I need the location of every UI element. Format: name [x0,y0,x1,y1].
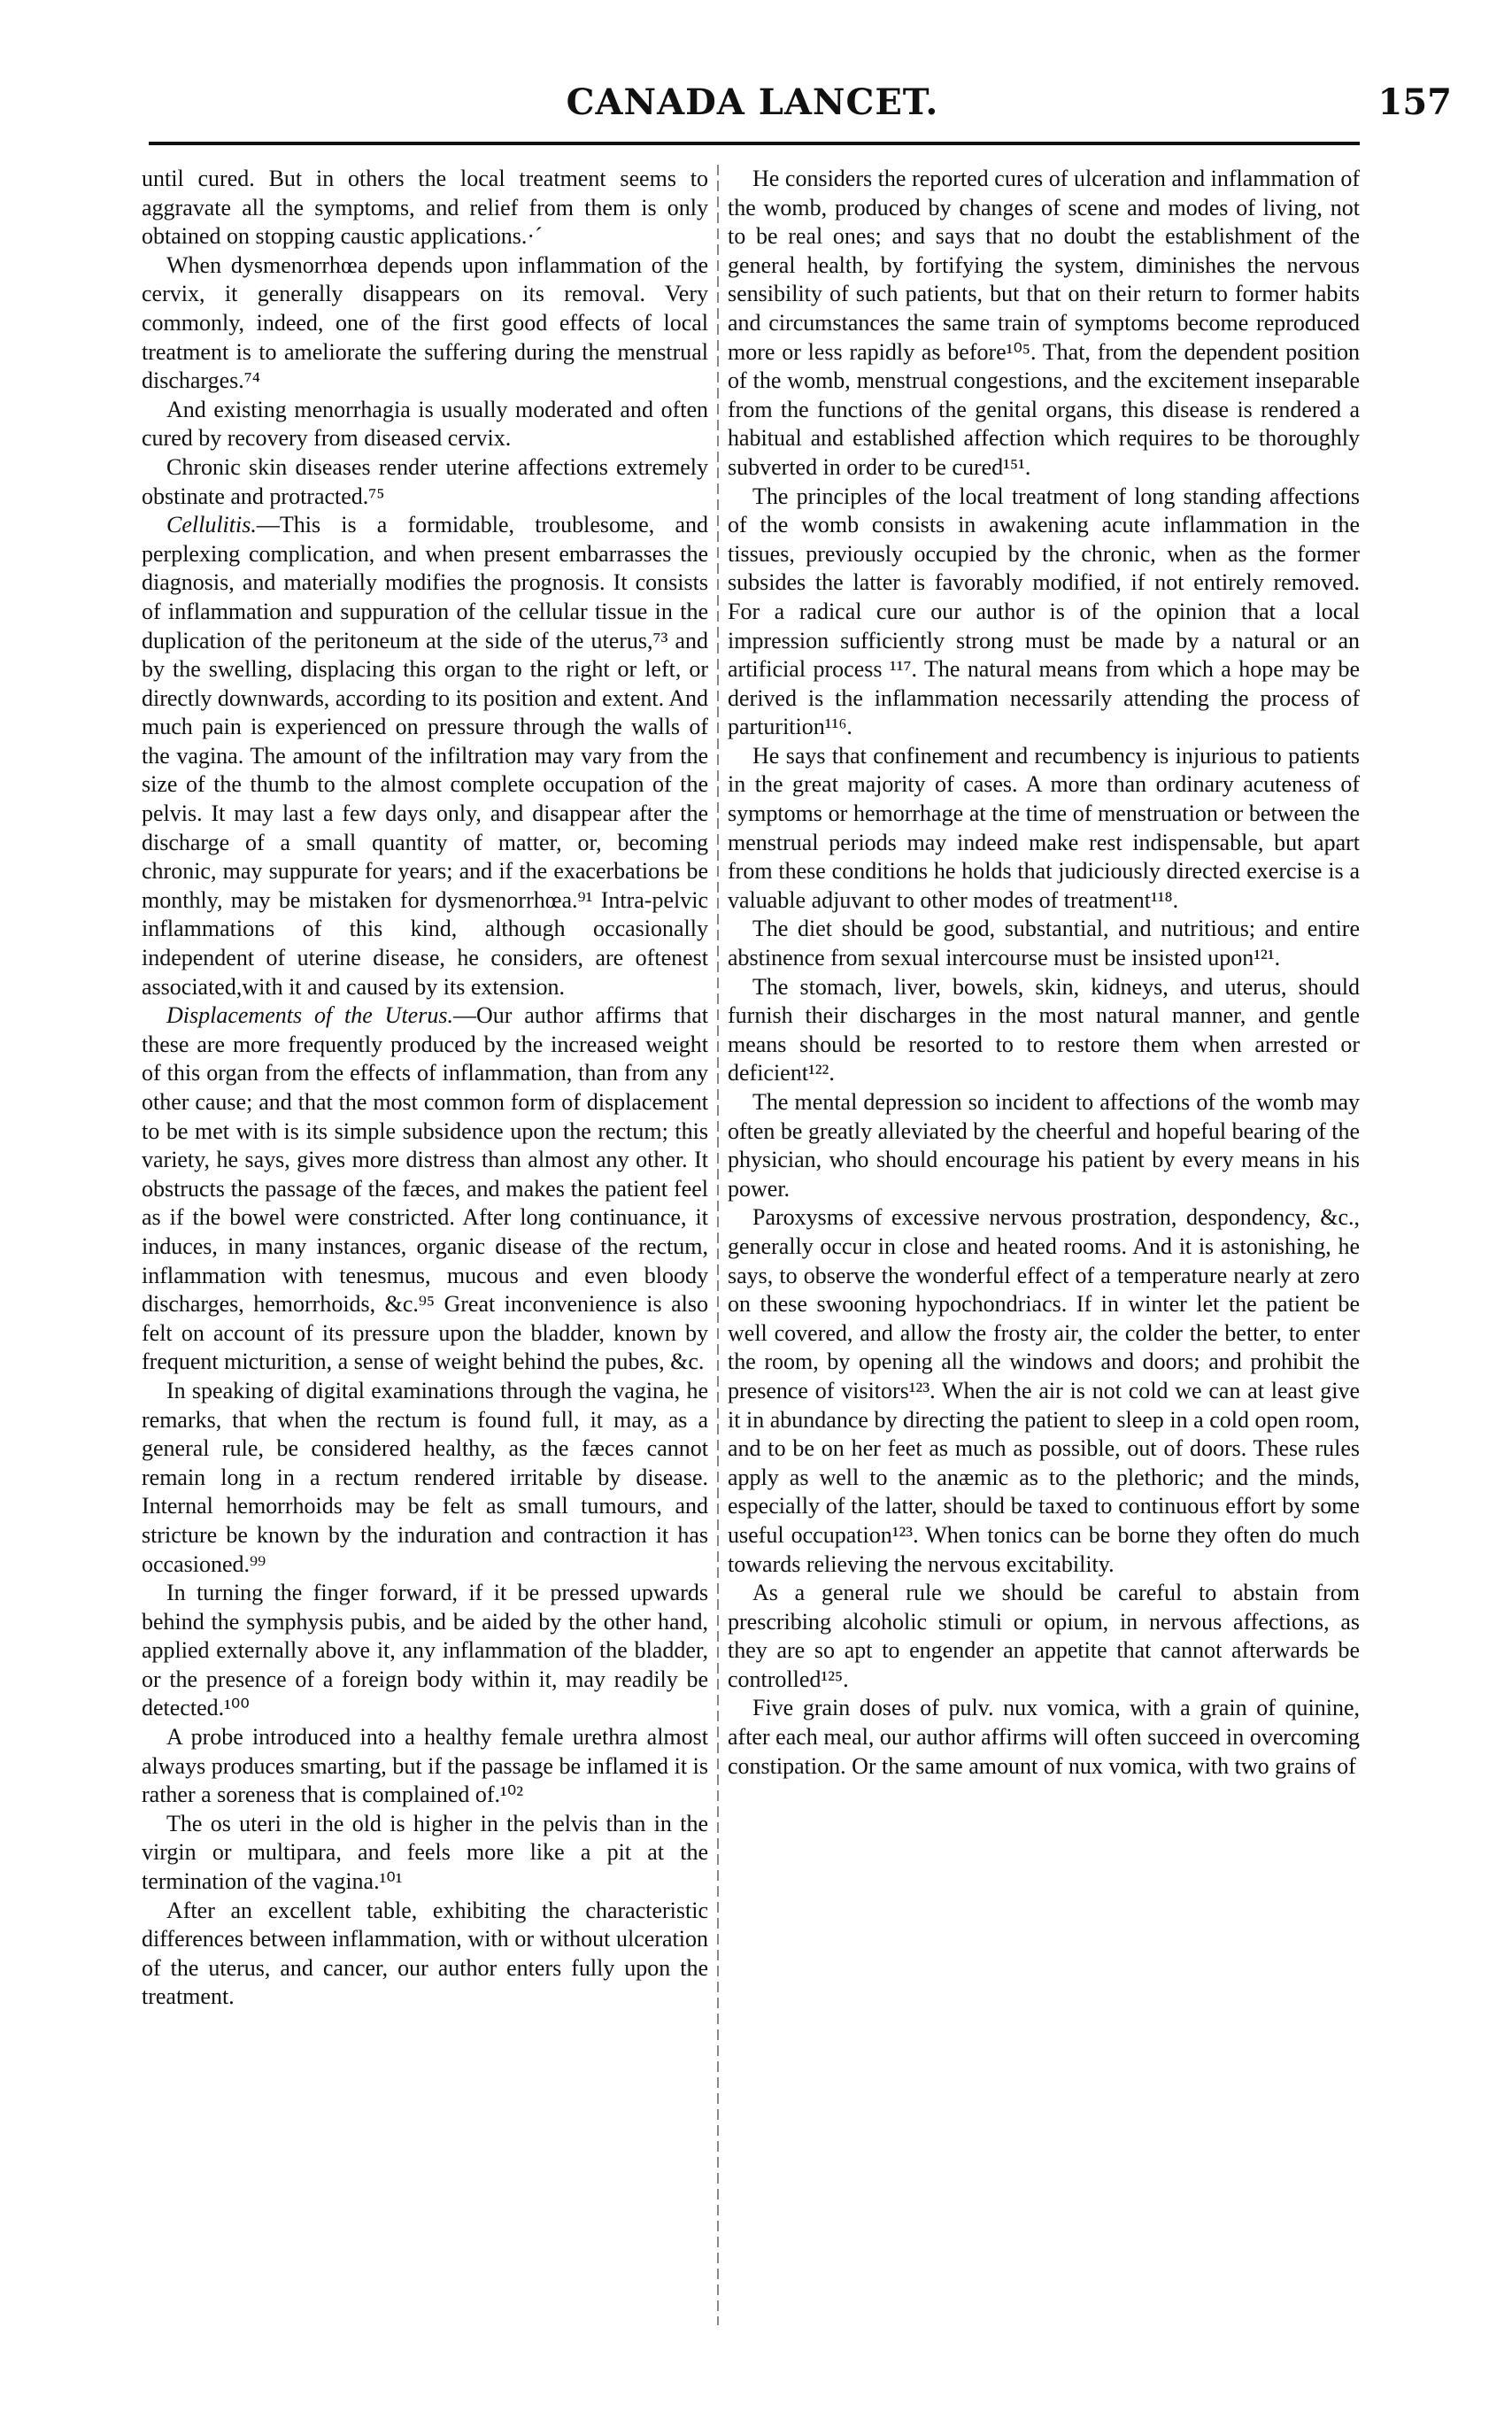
paragraph: The os uteri in the old is higher in the pelvis than in the virgin or multipara, and feels more like a pit at the termination of the vagina.¹⁰¹ [142,1810,708,1895]
paragraph [142,511,708,1001]
section-title: Displacements of the Uterus. [166,1002,453,1029]
page-number: 157 [1377,81,1452,123]
left-column [142,165,708,2378]
paragraph: until cured. But in others the local treatment seems to aggravate all the symptoms, and relief from them is only obtained on stopping caustic applications.·´ [142,166,708,250]
section-text: —Our author affirms that these are more frequently produced by the increased weight of this organ from the effects of inflammation, than from any other cause; and that the most common form of displacement to be met with is its simple subsidence upon the rectum; this variety, he says, gives more distress than almost any other. It obstructs the passage of the fæces, and makes the patient feel as if the bowel were constricted. After long continuance, it induces, in many instances, organic disease of the rectum, inflammation with tenesmus, mucous and even bloody discharges, hemorrhoids, &c.⁹⁵ Great inconvenience is also felt on account of its pressure upon the bladder, known by frequent micturition, a sense of weight behind the pubes, &c. [142,1002,708,1375]
right-column [728,165,1360,2378]
paragraph: When dysmenorrhœa depends upon inflammation of the cervix, it generally disappears on its removal. Very commonly, indeed, one of the first good effects of local treatment is to ameliorate the suffering during the menstrual discharges.⁷⁴ [142,251,708,394]
paragraph: He says that confinement and recumbency is injurious to patients in the great majority of cases. A more than ordinary acuteness of symptoms or hemorrhage at the time of menstruation or between the menstrual periods may indeed make rest indispensable, but apart from these conditions he holds that judiciously directed exercise is a valuable adjuvant to other modes of treatment¹¹⁸. [728,742,1360,913]
paragraph: As a general rule we should be careful to abstain from prescribing alcoholic stimuli or opium, in nervous affections, as they are so apt to engender an appetite that cannot afterwards be controlled¹²⁵. [728,1580,1360,1692]
paragraph: He considers the reported cures of ulceration and inflammation of the womb, produced by changes of scene and modes of living, not to be real ones; and says that no doubt the establishment of the general health, by fortifying the system, diminishes the nervous sensibility of such patients, but that on their return to former habits and circumstances the same train of symptoms become reproduced more or less rapidly as before¹⁰⁵. That, from the dependent position of the womb, menstrual congestions, and the excitement inseparable from the functions of the genital organs, this disease is rendered a habitual and established affection which requires to be thoroughly subverted in order to be cured¹⁵¹. [728,166,1360,480]
section-text: —This is a formidable, troublesome, and perplexing complication, and when present embarrasses the diagnosis, and materially modifies the prognosis. It consists of inflammation and suppuration of the cellular tissue in the duplication of the peritoneum at the side of the uterus,⁷³ and by the swelling, displacing this organ to the right or left, or directly downwards, according to its position and extent. And much pain is experienced on pressure through the walls of the vagina. The amount of the infiltration may vary from the size of the thumb to the almost complete occupation of the pelvis. It may last a few days only, and disappear after the discharge of a small quantity of matter, or, becoming chronic, may suppurate for years; and if the exacerbations be monthly, may be mistaken for dysmenorrhœa.⁹¹ Intra-pelvic inflammations of this kind, although occasionally independent of uterine disease, he considers, are oftenest associated,with it and caused by its extension. [142,512,708,1000]
paragraph: In turning the finger forward, if it be pressed upwards behind the symphysis pubis, and be aided by the other hand, applied externally above it, any inflammation of the bladder, or the presence of a foreign body within it, may readily be detected.¹⁰⁰ [142,1580,708,1721]
paragraph: Paroxysms of excessive nervous prostration, despondency, &c., generally occur in close and heated rooms. And it is astonishing, he says, to observe the wonderful effect of a temperature nearly at zero on these swooning hypochondriacs. If in winter let the patient be well covered, and allow the frosty air, the colder the better, to enter the room, by opening all the windows and doors; and prohibit the presence of visitors¹²³. When the air is not cold we can at least give it in abundance by directing the patient to sleep in a cold open room, and to be on her feet as much as possible, out of doors. These rules apply as well to the anæmic as to the plethoric; and the minds, especially of the latter, should be taxed to continuous effort by some useful occupation¹²³. When tonics can be borne they often do much towards relieving the nervous excitability. [728,1204,1360,1577]
paragraph: Five grain doses of pulv. nux vomica, with a grain of quinine, after each meal, our author affirms will often succeed in overcoming constipation. Or the same amount of nux vomica, with two grains of [728,1695,1360,1779]
paragraph [142,1001,708,1377]
running-title: CANADA LANCET. [566,81,939,123]
paragraph: Chronic skin diseases render uterine affections extremely obstinate and protracted.⁷⁵ [142,453,708,509]
paragraph: A probe introduced into a healthy female urethra almost always produces smarting, but if the passage be inflamed it is rather a soreness that is complained of.¹⁰² [142,1724,708,1808]
paragraph: The principles of the local treatment of long standing affections of the womb consists in awakening acute inflammation in the tissues, previously occupied by the chronic, when as the former subsides the latter is favorably modified, if not entirely removed. For a radical cure our author is of the opinion that a local impression sufficiently strong must be made by a natural or an artificial process ¹¹⁷. The natural means from which a hope may be derived is the inflammation necessarily attending the process of parturition¹¹⁶. [728,483,1360,740]
paragraph: After an excellent table, exhibiting the characteristic differences between inflammation, with or without ulceration of the uterus, and cancer, our author enters fully upon the treatment. [142,1897,708,2010]
section-title: Cellulitis. [166,512,257,538]
paragraph: The stomach, liver, bowels, skin, kidneys, and uterus, should furnish their discharges in the most natural manner, and gentle means should be resorted to to restore them when arrested or deficient¹²². [728,973,1360,1086]
paragraph: In speaking of digital examinations through the vagina, he remarks, that when the rectum is found full, it may, as a general rule, be considered healthy, as the fæces cannot remain long in a rectum rendered irritable by disease. Internal hemorrhoids may be felt as small tumours, and stricture be known by the induration and contraction it has occasioned.⁹⁹ [142,1377,708,1577]
paragraph: The diet should be good, substantial, and nutritious; and entire abstinence from sexual intercourse must be insisted upon¹²¹. [728,916,1360,971]
column-divider [717,165,719,2325]
paragraph: And existing menorrhagia is usually moderated and often cured by recovery from diseased cervix. [142,396,708,452]
paragraph: The mental depression so incident to affections of the womb may often be greatly alleviated by the cheerful and hopeful bearing of the physician, who should encourage his patient by every means in his power. [728,1089,1360,1202]
header-rule [149,142,1360,145]
page-header [53,81,1452,135]
